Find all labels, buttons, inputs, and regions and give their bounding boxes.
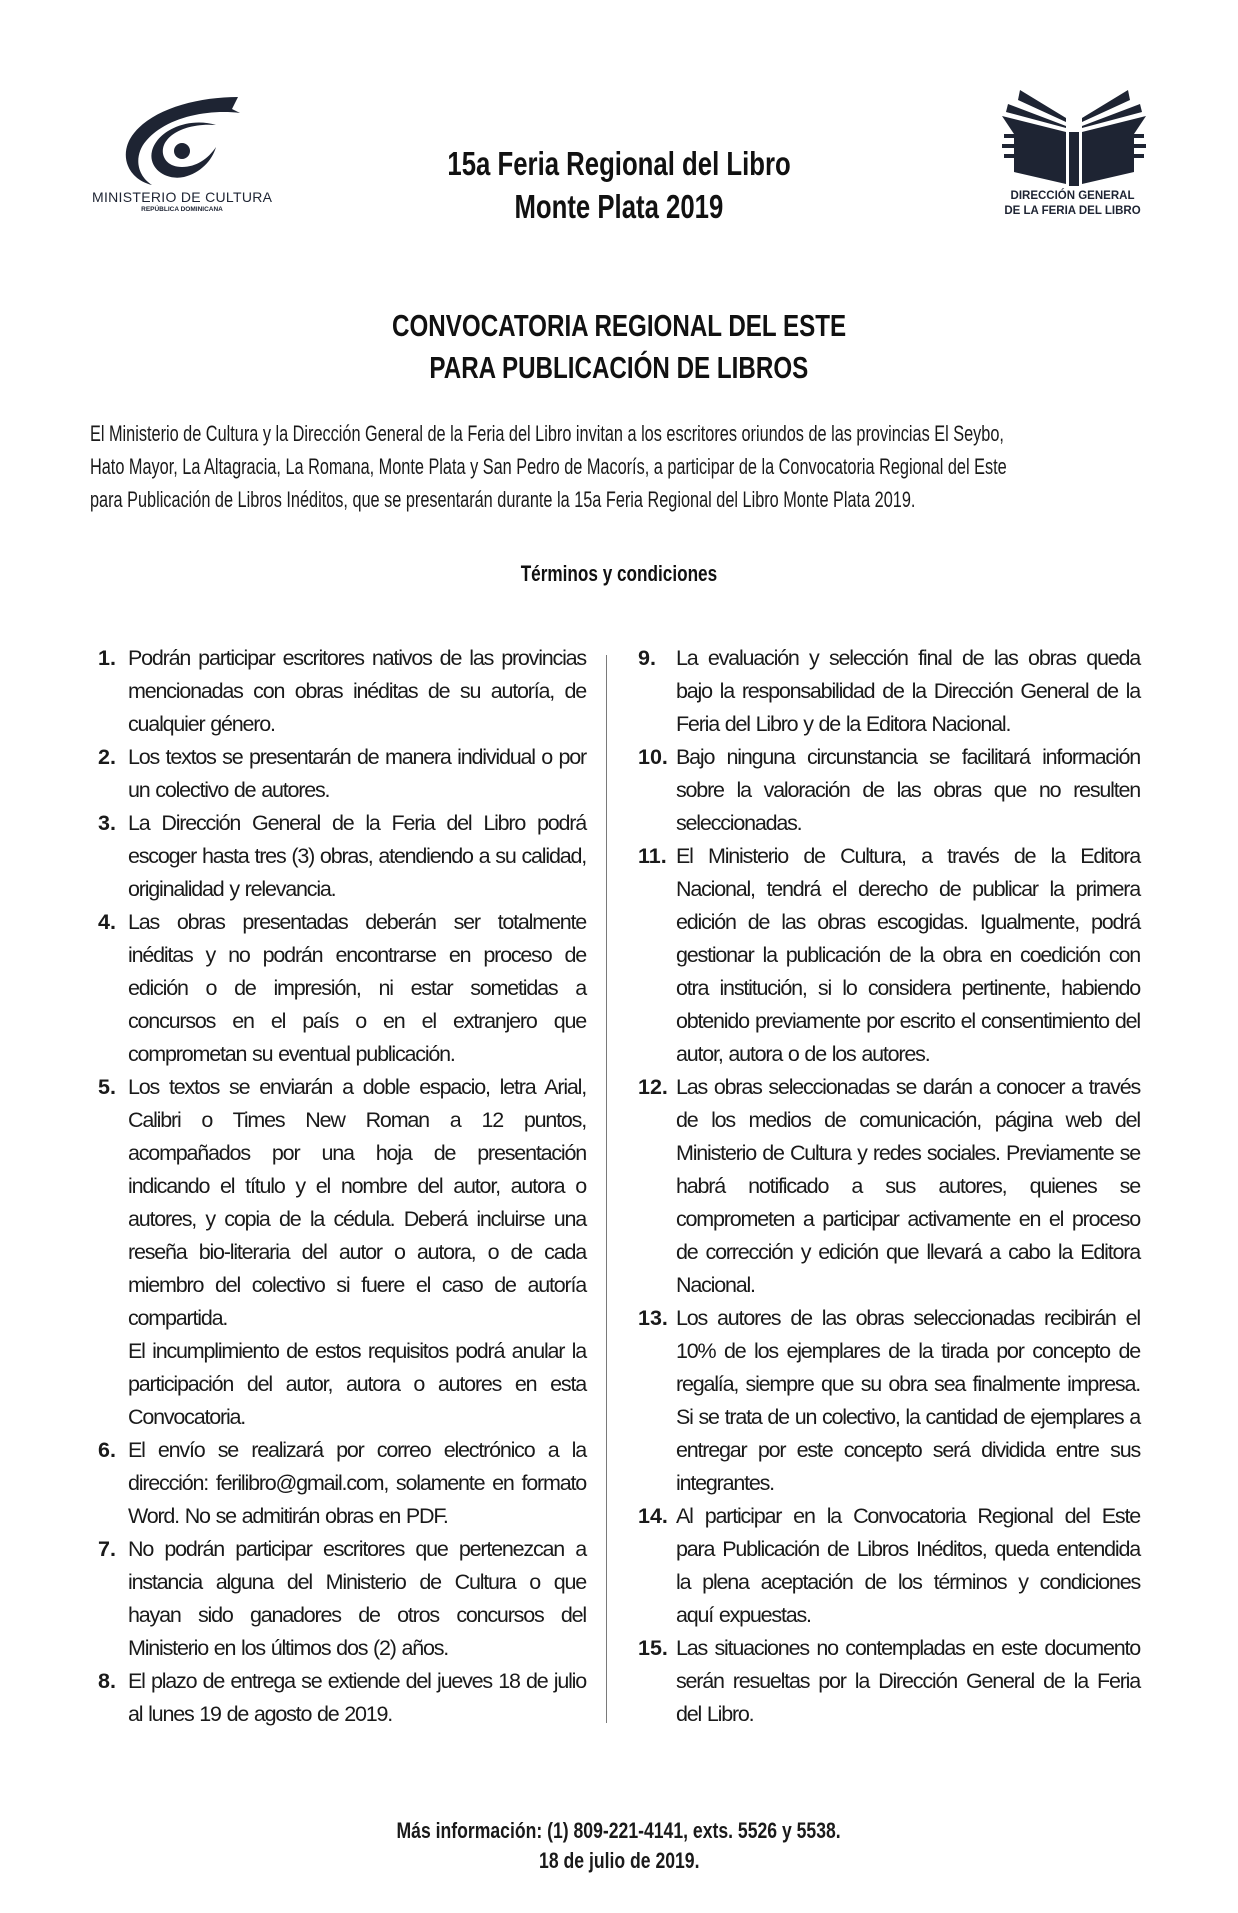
- term-text: Los textos se presentarán de manera individual o por un colectivo de autores.: [128, 745, 586, 802]
- footer-contact-info-text: Más información: (1) 809-221-4141, exts. 5526 y 5538.: [396, 1818, 842, 1843]
- fair-title-line1-text: 15a Feria Regional del Libro: [447, 145, 791, 182]
- term-item: [638, 1632, 1140, 1731]
- term-item: [638, 642, 1140, 741]
- term-text: Las obras seleccionadas se darán a conocer a través de los medios de comunicación, página web del Ministerio de Cultura y redes sociales. Previamente se habrá notificado a sus autores, quienes se comprometen a participar activamente en el proceso de corrección y edición que llevará a cabo la Editora Nacional.: [676, 1075, 1140, 1297]
- term-item: [98, 906, 586, 1071]
- term-text: La Dirección General de la Feria del Libro podrá escoger hasta tres (3) obras, atendiendo a su calidad, originalidad y relevancia.: [128, 811, 586, 901]
- term-text: El envío se realizará por correo electrónico a la dirección: ferilibro@gmail.com, solamente en formato Word. No se admitirán obras en PDF.: [128, 1438, 586, 1528]
- term-text: Podrán participar escritores nativos de las provincias mencionadas con obras inéditas de su autoría, de cualquier género.: [128, 646, 586, 736]
- term-text: La evaluación y selección final de las obras queda bajo la responsabilidad de la Dirección General de la Feria del Libro y de la Editora Nacional.: [676, 646, 1140, 736]
- term-item: [98, 1434, 586, 1533]
- term-number: 8.: [98, 1669, 116, 1693]
- term-number: 13.: [638, 1306, 668, 1330]
- term-text: El plazo de entrega se extiende del jueves 18 de julio al lunes 19 de agosto de 2019.: [128, 1669, 586, 1726]
- term-item: [638, 840, 1140, 1071]
- term-number: 9.: [638, 646, 656, 670]
- intro-line: Hato Mayor, La Altagracia, La Romana, Monte Plata y San Pedro de Macorís, a participar de la Convocatoria Regional del Este: [90, 454, 1007, 479]
- term-text: Los autores de las obras seleccionadas recibirán el 10% de los ejemplares de la tirada por concepto de regalía, siempre que su obra sea finalmente impresa. Si se trata de un colectivo, la cantidad de ejemplares a entregar por este concepto será dividida entre sus integrantes.: [676, 1306, 1140, 1495]
- intro-paragraph: [90, 417, 1170, 516]
- term-item: [98, 1071, 586, 1434]
- ministry-country: REPÚBLICA DOMINICANA: [141, 206, 223, 213]
- term-number: 5.: [98, 1075, 116, 1099]
- book-fair-name-line1: DIRECCIÓN GENERAL: [1010, 190, 1135, 202]
- term-item: [98, 1533, 586, 1665]
- intro-line: El Ministerio de Cultura y la Dirección General de la Feria del Libro invitan a los escritores oriundos de las provincias El Seybo,: [90, 421, 1004, 446]
- term-number: 14.: [638, 1504, 668, 1528]
- term-text: Al participar en la Convocatoria Regional del Este para Publicación de Libros Inéditos, queda entendida la plena aceptación de los términos y condiciones aquí expuestas.: [676, 1504, 1140, 1627]
- terms-heading: [0, 561, 1238, 587]
- call-title-line2-text: PARA PUBLICACIÓN DE LIBROS: [429, 350, 809, 385]
- footer-date-text: 18 de julio de 2019.: [538, 1848, 700, 1873]
- term-number: 12.: [638, 1075, 668, 1099]
- footer-contact-info: [0, 1818, 1238, 1844]
- term-item: [98, 642, 586, 741]
- footer-date: [0, 1848, 1238, 1874]
- term-item: [98, 1665, 586, 1731]
- call-title-line1-text: CONVOCATORIA REGIONAL DEL ESTE: [391, 308, 847, 343]
- term-text: Los textos se enviarán a doble espacio, letra Arial, Calibri o Times New Roman a 12 puntos, acompañados por una hoja de presentación indicando el título y el nombre del autor, autora o autores, y copia de la cédula. Deberá incluirse una reseña bio-literaria del autor o autora, o de cada miembro del colectivo si fuere el caso de autoría compartida.: [128, 1075, 586, 1330]
- term-number: 6.: [98, 1438, 116, 1462]
- term-item: [638, 1071, 1140, 1302]
- term-item: [638, 1500, 1140, 1632]
- term-number: 1.: [98, 646, 116, 670]
- term-text: No podrán participar escritores que pertenezcan a instancia alguna del Ministerio de Cultura o que hayan sido ganadores de otros concursos del Ministerio en los últimos dos (2) años.: [128, 1537, 586, 1660]
- term-number: 10.: [638, 745, 668, 769]
- term-number: 2.: [98, 745, 116, 769]
- fair-title-line1: [0, 145, 1238, 183]
- terms-heading-text: Términos y condiciones: [520, 561, 718, 586]
- terms-column-right: [638, 642, 1140, 1731]
- term-item: [638, 1302, 1140, 1500]
- term-number: 3.: [98, 811, 116, 835]
- book-fair-name-line2: DE LA FERIA DEL LIBRO: [1004, 205, 1141, 217]
- term-text: Las situaciones no contempladas en este documento serán resueltas por la Dirección General de la Feria del Libro.: [676, 1636, 1140, 1726]
- term-item: [638, 741, 1140, 840]
- call-title-line2: [0, 350, 1238, 386]
- term-text: Las obras presentadas deberán ser totalmente inéditas y no podrán encontrarse en proceso de edición o de impresión, ni estar sometidas a concursos en el país o en el extranjero que comprometan su eventual publicación.: [128, 910, 586, 1066]
- term-item: [98, 741, 586, 807]
- ministry-name: MINISTERIO DE CULTURA: [92, 189, 273, 205]
- fair-title-line2: [0, 188, 1238, 226]
- call-title-line1: [0, 308, 1238, 344]
- intro-line: para Publicación de Libros Inéditos, que se presentarán durante la 15a Feria Regional del Libro Monte Plata 2019.: [90, 487, 916, 512]
- fair-title-line2-text: Monte Plata 2019: [514, 188, 724, 225]
- column-divider: [606, 655, 607, 1723]
- terms-column-left: [98, 642, 586, 1731]
- term-item: [98, 807, 586, 906]
- term-number: 4.: [98, 910, 116, 934]
- term-text: Bajo ninguna circunstancia se facilitará información sobre la valoración de las obras que no resulten seleccionadas.: [676, 745, 1140, 835]
- term-number: 11.: [638, 844, 667, 868]
- term-number: 7.: [98, 1537, 116, 1561]
- term-text: El Ministerio de Cultura, a través de la Editora Nacional, tendrá el derecho de publicar la primera edición de las obras escogidas. Igualmente, podrá gestionar la publicación de la obra en coedición con otra institución, si lo considera pertinente, habiendo obtenido previamente por escrito el consentimiento del autor, autora o de los autores.: [676, 844, 1140, 1066]
- term-note: El incumplimiento de estos requisitos podrá anular la participación del autor, autora o autores en esta Convocatoria.: [128, 1339, 586, 1429]
- term-number: 15.: [638, 1636, 668, 1660]
